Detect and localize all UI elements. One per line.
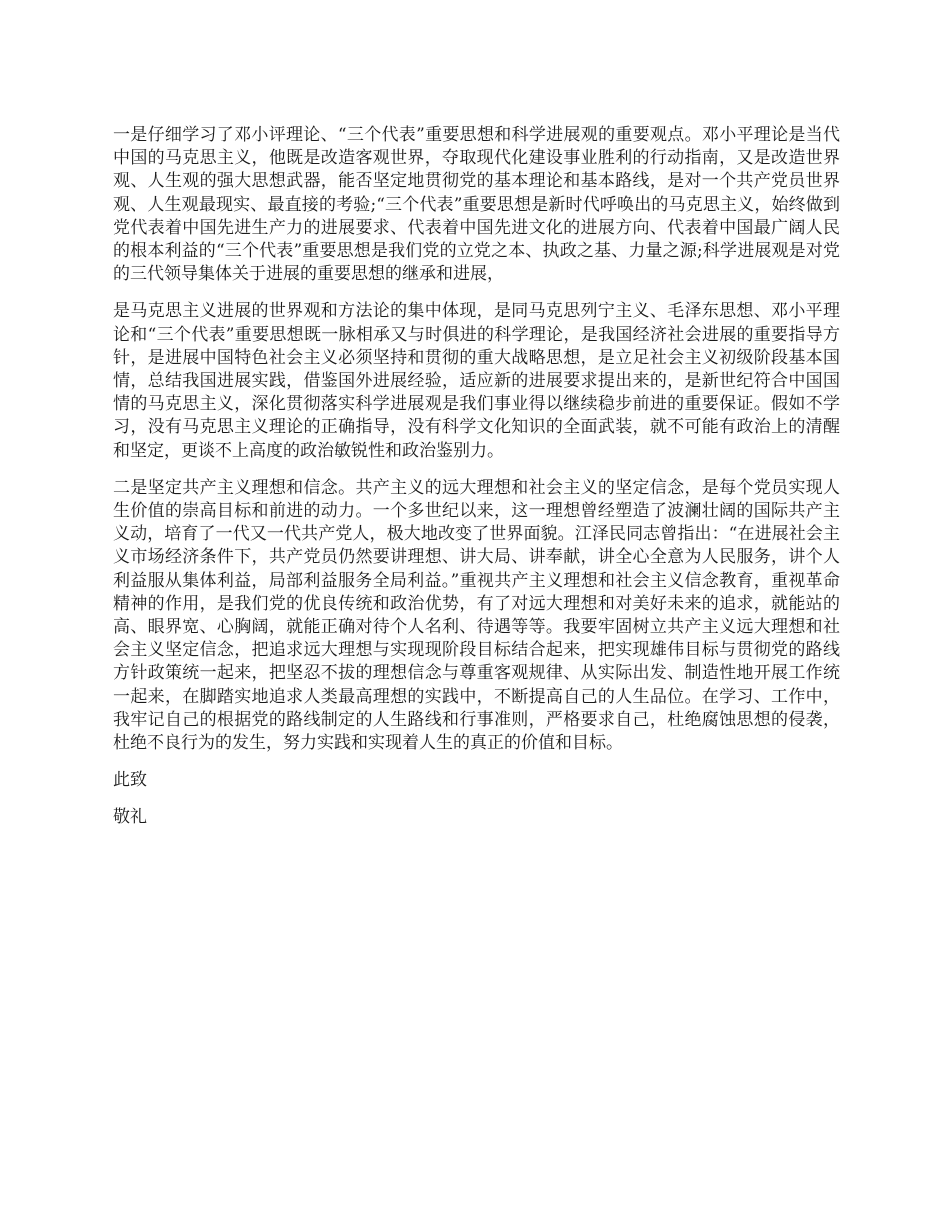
paragraph-3: 二是坚定共产主义理想和信念。共产主义的远大理想和社会主义的坚定信念，是每个党员实现人生价值的崇高目标和前进的动力。一个多世纪以来，这一理想曾经塑造了波澜壮阔的国际共产主义动，培育了一代又一代共产党人，极大地改变了世界面貌。江泽民同志曾指出：“在进展社会主义市场经济条件下，共产党员仍然要讲理想、讲大局、讲奉献，讲全心全意为人民服务，讲个人利益服从集体利益，局部利益服务全局利益。”重视共产主义理想和社会主义信念教育，重视革命精神的作用，是我们党的优良传统和政治优势，有了对远大理想和对美好未来的追求，就能站的高、眼界宽、心胸阔，就能正确对待个人名利、待遇等等。我要牢固树立共产主义远大理想和社会主义坚定信念，把追求远大理想与实现现阶段目标结合起来，把实现雄伟目标与贯彻党的路线方针政策统一起来，把坚忍不拔的理想信念与尊重客观规律、从实际出发、制造性地开展工作统一起来，在脚踏实地追求人类最高理想的实践中，不断提高自己的人生品位。在学习、工作中，我牢记自己的根据党的路线制定的人生路线和行事准则，严格要求自己，杜绝腐蚀思想的侵袭，杜绝不良行为的发生，努力实践和实现着人生的真正的价值和目标。 <box>113 477 840 754</box>
closing-regards: 敬礼 <box>113 807 147 828</box>
paragraph-2: 是马克思主义进展的世界观和方法论的集中体现，是同马克思列宁主义、毛泽东思想、邓小平理论和“三个代表”重要思想既一脉相承又与时俱进的科学理论，是我国经济社会进展的重要指导方针，是进展中国特色社会主义必须坚持和贯彻的重大战略思想，是立足社会主义初级阶段基本国情，总结我国进展实践，借鉴国外进展经验，适应新的进展要求提出来的，是新世纪符合中国国情的马克思主义，深化贯彻落实科学进展观是我们事业得以继续稳步前进的重要保证。假如不学习，没有马克思主义理论的正确指导，没有科学文化知识的全面武装，就不可能有政治上的清醒和坚定，更谈不上高度的政治敏锐性和政治鉴别力。 <box>113 301 840 461</box>
closing-salutation: 此致 <box>113 770 147 791</box>
document-body <box>113 124 840 844</box>
paragraph-1: 一是仔细学习了邓小评理论、“三个代表”重要思想和科学进展观的重要观点。邓小平理论是当代中国的马克思主义，他既是改造客观世界，夺取现代化建设事业胜利的行动指南，又是改造世界观、人生观的强大思想武器，能否坚定地贯彻党的基本理论和基本路线，是对一个共产党员世界观、人生观最现实、最直接的考验;“三个代表”重要思想是新时代呼唤出的马克思主义，始终做到党代表着中国先进生产力的进展要求、代表着中国先进文化的进展方向、代表着中国最广阔人民的根本利益的“三个代表”重要思想是我们党的立党之本、执政之基、力量之源;科学进展观是对党的三代领导集体关于进展的重要思想的继承和进展， <box>113 125 840 285</box>
